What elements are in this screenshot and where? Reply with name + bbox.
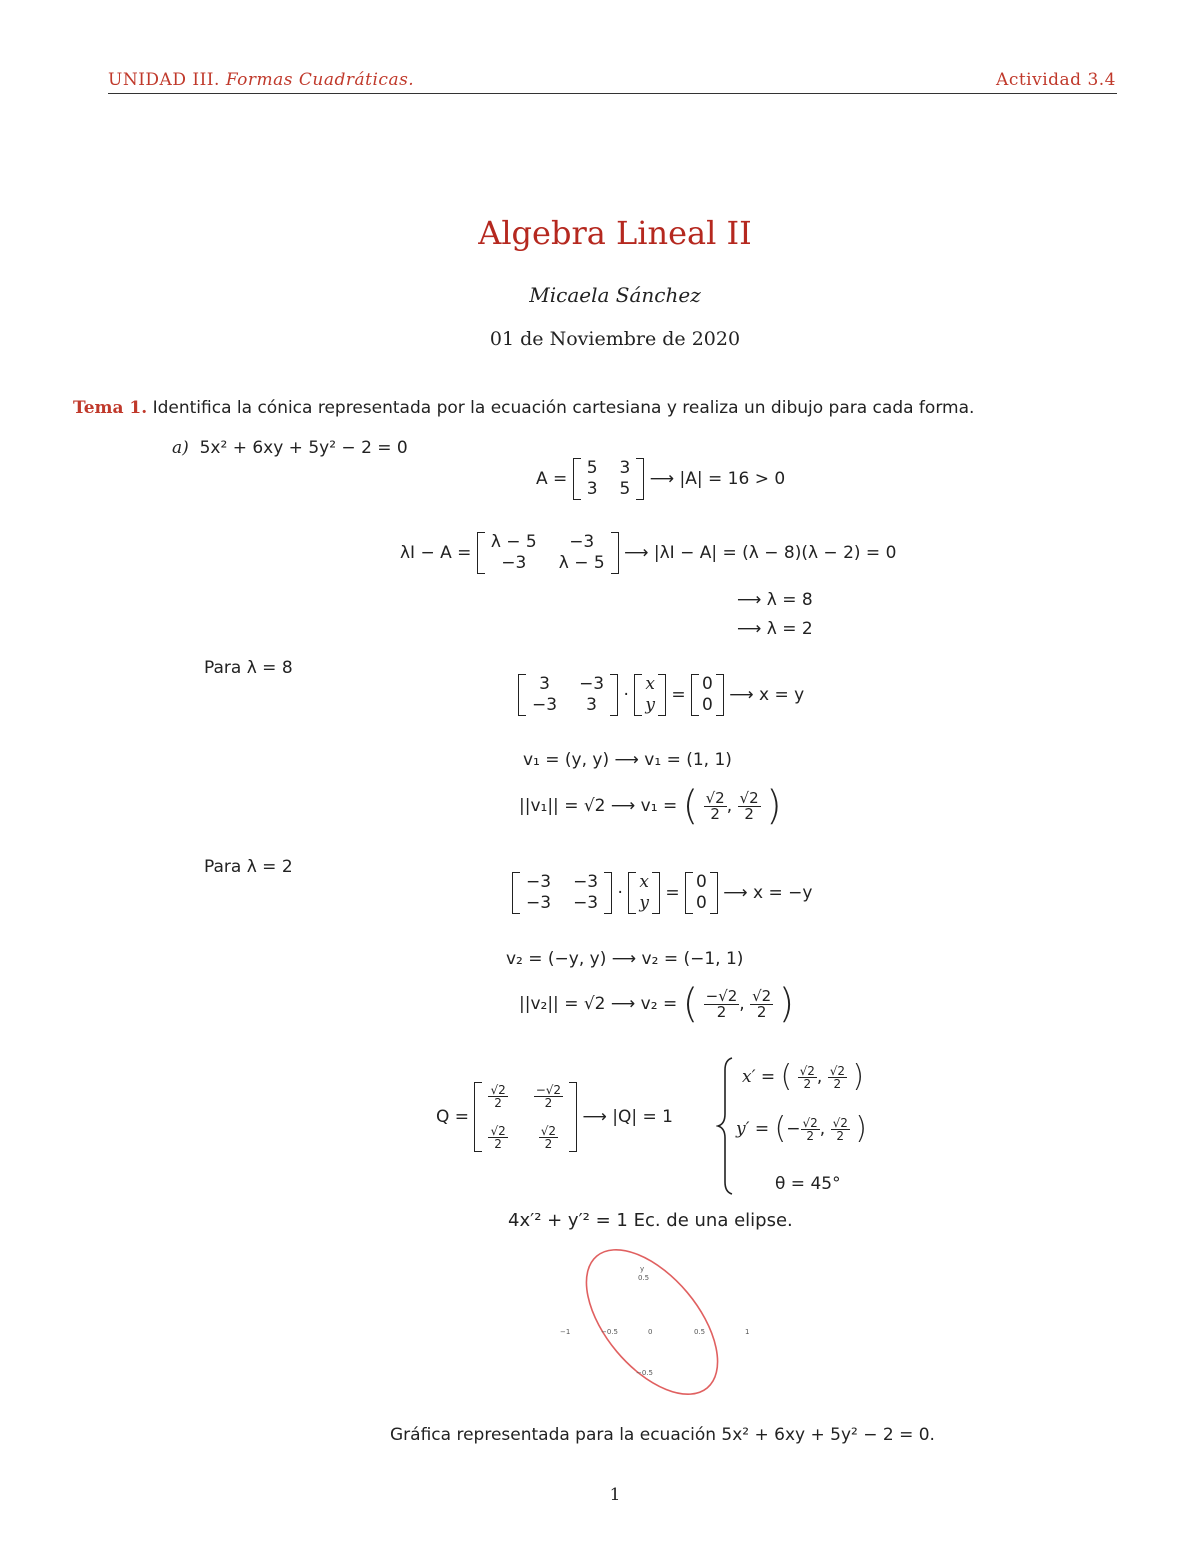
ellipse-curve	[561, 1245, 742, 1405]
matrix-q-equation	[436, 1082, 673, 1152]
matrix-cell: 3	[586, 695, 597, 715]
tema-statement	[73, 400, 974, 417]
matrix-cell: λ − 5	[558, 553, 605, 573]
ellipse-plot	[540, 1245, 780, 1405]
tick-label: 0.5	[694, 1328, 706, 1336]
header-unit: UNIDAD III.	[108, 70, 226, 90]
yprime-label: y′ =	[736, 1119, 770, 1139]
matrix-cell: 5	[586, 458, 598, 478]
matrix-cell: λ − 5	[490, 532, 537, 552]
fraction-denominator: 2	[806, 1128, 814, 1143]
matrix-cell: −3	[573, 893, 599, 913]
document-title: Algebra Lineal II	[478, 214, 752, 252]
system-xprime: x′ = ( $\frac{√2}{2}$ , $\frac{√2}{2}$ )	[742, 1059, 865, 1094]
case1-system: 3 −3 −3 3 · x y = 0 0 ⟶ x = y	[518, 674, 804, 716]
char-matrix	[477, 532, 619, 574]
running-header-left	[108, 70, 414, 90]
case1-matrix	[518, 674, 618, 716]
case2-normalized: ||v₂|| = √2 ⟶ v₂ = ( $\frac{-√2}{2}$ , $\frac{√2}{2}$ )	[519, 981, 795, 1027]
fraction-denominator: 2	[494, 1137, 502, 1151]
vector-cell: x	[645, 674, 655, 694]
case2-matrix	[512, 872, 612, 914]
fraction-denominator: 2	[544, 1096, 553, 1110]
vector-cell: x	[639, 872, 649, 892]
fraction-numerator: √2	[739, 788, 759, 807]
fraction-numerator: √2	[829, 1063, 846, 1078]
figure-caption: Gráfica representada para la ecuación 5x² + 6xy + 5y² − 2 = 0.	[390, 1425, 935, 1445]
minus-sign: −	[786, 1119, 801, 1139]
tick-label: −1	[560, 1328, 571, 1336]
vector-cell: 0	[702, 674, 713, 694]
fraction-denominator: 2	[833, 1076, 842, 1091]
matrix-a-rhs: ⟶ |A| = 16 > 0	[649, 469, 786, 489]
fraction-denominator: 2	[756, 1002, 767, 1021]
matrix-cell: −3	[579, 674, 605, 694]
item-a	[172, 440, 408, 457]
fraction-numerator: −√2	[535, 1083, 562, 1097]
vector-cell: 0	[702, 695, 713, 715]
fraction-denominator: 2	[544, 1137, 553, 1151]
running-header-right: Actividad 3.4	[996, 70, 1116, 90]
matrix-cell	[488, 1084, 507, 1109]
case2-system: −3 −3 −3 −3 · x y = 0 0 ⟶ x = −y	[512, 872, 812, 914]
case2-vector	[628, 872, 660, 914]
tick-label: 0	[648, 1328, 653, 1336]
fraction-denominator: 2	[716, 1002, 727, 1021]
system-yprime: y′ = (− $\frac{√2}{2}$ , $\frac{√2}{2}$ )	[736, 1111, 867, 1146]
fraction-numerator: √2	[799, 1063, 815, 1078]
matrix-cell: 5	[619, 479, 631, 499]
matrix-cell: −3	[526, 893, 552, 913]
matrix-cell: 3	[586, 479, 598, 499]
left-brace-icon	[716, 1056, 736, 1196]
item-a-equation: 5x² + 6xy + 5y² − 2 = 0	[199, 438, 408, 458]
eigenvalue-1: ⟶ λ = 8	[737, 590, 813, 610]
case1-eigenvector: v₁ = (y, y) ⟶ v₁ = (1, 1)	[523, 750, 732, 770]
fraction-denominator: 2	[710, 804, 720, 823]
fraction-numerator: √2	[490, 1083, 506, 1097]
matrix-cell: −3	[532, 695, 558, 715]
rotation-angle: θ = 45°	[775, 1174, 841, 1194]
page-number: 1	[609, 1485, 621, 1505]
matrix-a	[573, 458, 645, 500]
fraction-numerator: √2	[490, 1124, 506, 1138]
matrix-cell: 3	[539, 674, 550, 694]
matrix-q-rhs: ⟶ |Q| = 1	[582, 1107, 673, 1127]
xprime-label: x′ =	[742, 1067, 776, 1087]
eigenvalue-2: ⟶ λ = 2	[737, 619, 813, 639]
fraction-numerator: √2	[540, 1124, 557, 1138]
tick-label: 0.5	[638, 1274, 650, 1282]
case1-vector	[634, 674, 666, 716]
case2-zero-vector	[685, 872, 718, 914]
matrix-q	[474, 1082, 577, 1152]
case2-eigenvector: v₂ = (−y, y) ⟶ v₂ = (−1, 1)	[506, 949, 744, 969]
case2-label: Para λ = 2	[204, 857, 293, 877]
matrix-cell: −3	[501, 553, 527, 573]
case2-result: ⟶ x = −y	[723, 883, 813, 903]
matrix-cell	[488, 1125, 507, 1150]
vector-cell: y	[645, 695, 655, 715]
case2-norm-lhs: ||v₂|| = √2 ⟶ v₂ =	[519, 994, 678, 1014]
vector-cell: 0	[696, 893, 707, 913]
matrix-a-lhs: A =	[536, 469, 568, 489]
tema-text: Identifica la cónica representada por la ecuación cartesiana y realiza un dibujo para cada forma.	[152, 398, 975, 418]
matrix-cell: −3	[573, 872, 599, 892]
tema-label: Tema 1.	[73, 398, 148, 418]
tick-label: −0.5	[636, 1369, 653, 1377]
matrix-cell	[534, 1084, 563, 1109]
case1-normalized: ||v₁|| = √2 ⟶ v₁ = ( $\frac{√2}{2}$ , $\frac{√2}{2}$ )	[519, 783, 782, 829]
vector-cell: y	[639, 893, 649, 913]
author-name: Micaela Sánchez	[529, 283, 701, 307]
matrix-a-equation	[536, 458, 785, 500]
vector-cell: 0	[696, 872, 707, 892]
char-rhs: ⟶ |λI − A| = (λ − 8)(λ − 2) = 0	[624, 543, 897, 563]
fraction-denominator: 2	[494, 1096, 502, 1110]
fraction-numerator: √2	[705, 788, 725, 807]
case1-zero-vector	[691, 674, 724, 716]
canonical-equation: 4x′² + y′² = 1 Ec. de una elipse.	[508, 1210, 793, 1231]
case1-norm-lhs: ||v₁|| = √2 ⟶ v₁ =	[519, 796, 678, 816]
fraction-numerator: √2	[752, 986, 772, 1005]
fraction-denominator: 2	[836, 1128, 845, 1143]
item-a-label: a)	[172, 438, 189, 458]
fraction-numerator: √2	[802, 1115, 818, 1130]
matrix-cell	[534, 1125, 563, 1150]
fraction-numerator: −√2	[705, 986, 738, 1005]
matrix-cell: 3	[619, 458, 631, 478]
y-axis-label: y	[640, 1265, 645, 1273]
fraction-denominator: 2	[744, 804, 754, 823]
case1-label: Para λ = 8	[204, 658, 293, 678]
matrix-cell: −3	[526, 872, 552, 892]
tick-label: −0.5	[601, 1328, 618, 1336]
fraction-denominator: 2	[803, 1076, 812, 1091]
header-topic: Formas Cuadráticas.	[225, 70, 415, 90]
matrix-cell: −3	[569, 532, 595, 552]
matrix-q-lhs: Q =	[436, 1107, 470, 1127]
document-date: 01 de Noviembre de 2020	[489, 328, 741, 350]
characteristic-equation	[400, 532, 896, 574]
char-lhs: λI − A =	[400, 543, 472, 563]
header-rule	[108, 93, 1117, 94]
fraction-numerator: √2	[832, 1115, 848, 1130]
case1-result: ⟶ x = y	[729, 685, 805, 705]
tick-label: 1	[745, 1328, 750, 1336]
